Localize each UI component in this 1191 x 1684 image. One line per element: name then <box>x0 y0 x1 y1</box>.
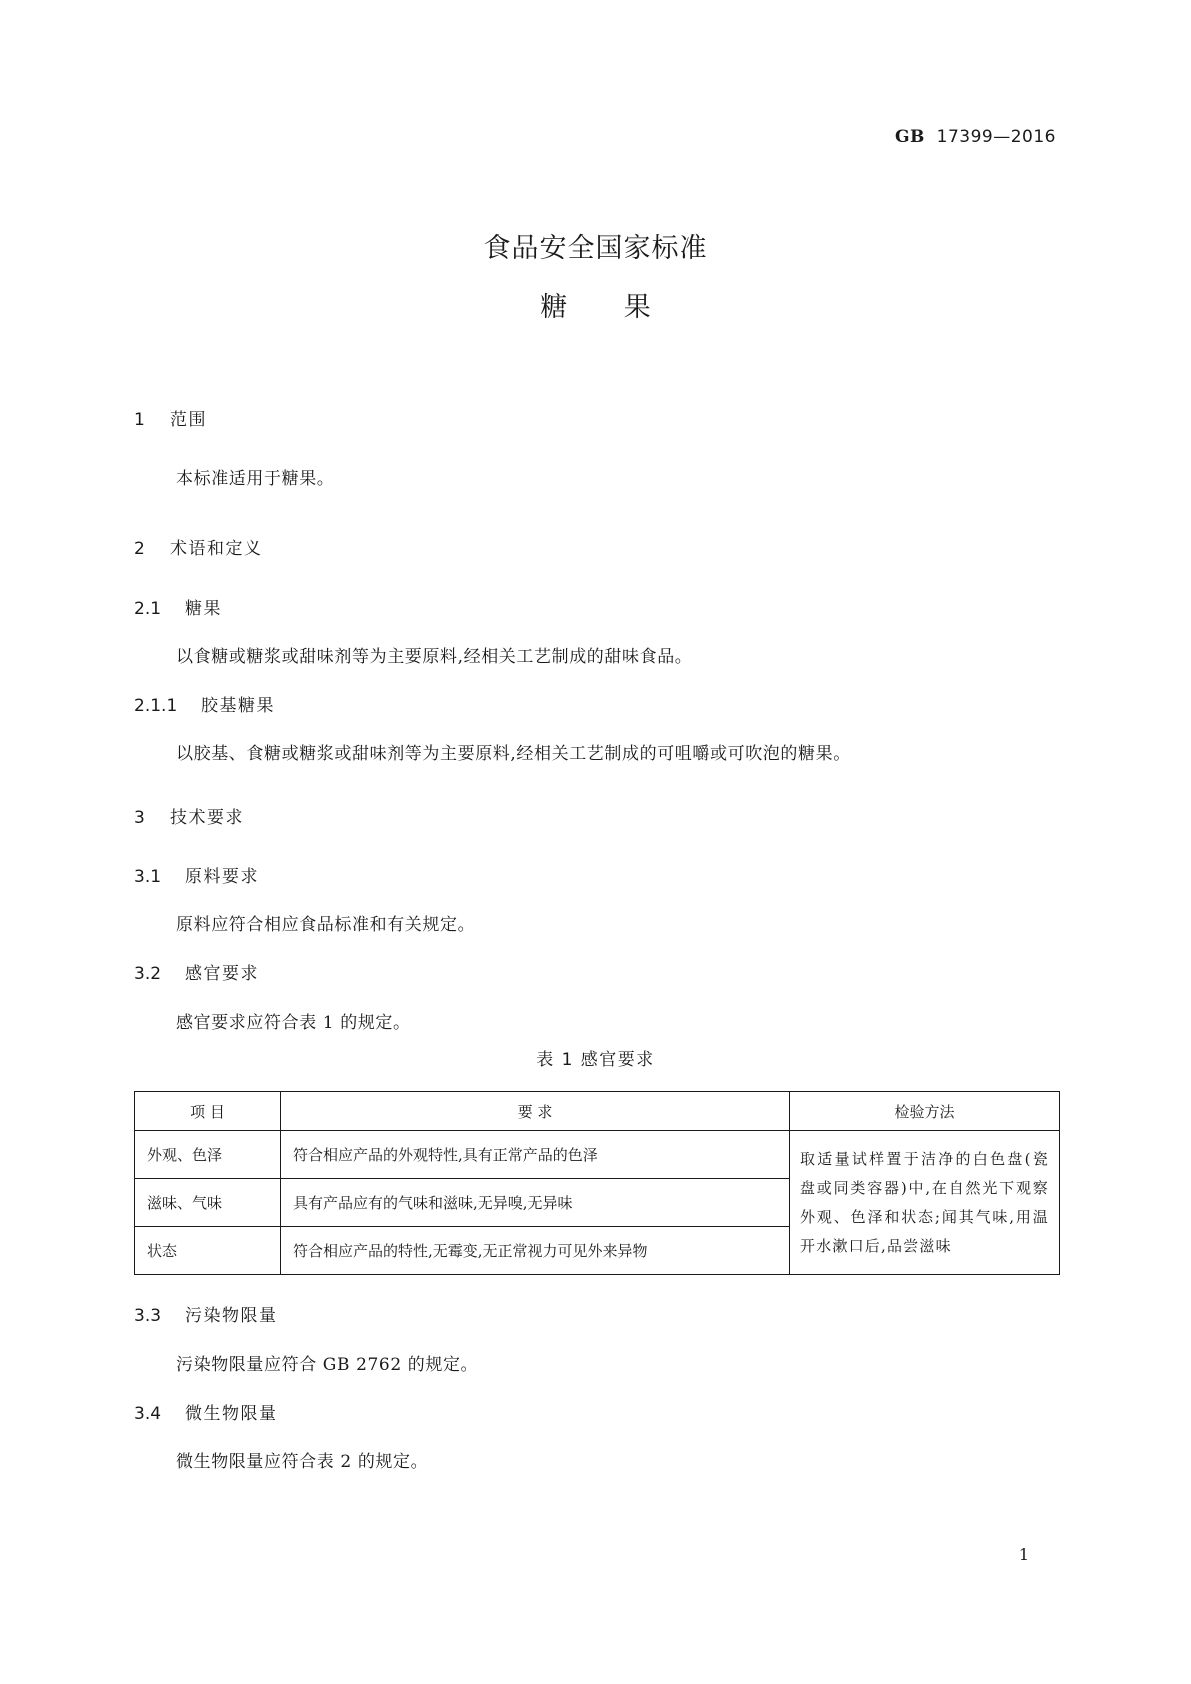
section-number: 2.1.1 <box>134 696 178 716</box>
row-item: 外观、色泽 <box>135 1131 281 1179</box>
section-title: 微生物限量 <box>185 1404 278 1424</box>
standard-prefix: GB <box>894 127 925 147</box>
section-3-1-heading <box>134 862 259 887</box>
section-number: 2.1 <box>134 599 162 619</box>
document-subtitle: 糖 果 <box>540 292 675 323</box>
row-requirement: 符合相应产品的外观特性,具有正常产品的色泽 <box>281 1131 790 1179</box>
row-requirement: 具有产品应有的气味和滋味,无异嗅,无异味 <box>281 1179 790 1227</box>
section-3-3-heading <box>134 1301 278 1326</box>
section-title: 范围 <box>170 410 207 430</box>
standard-number <box>895 127 1056 147</box>
standard-code: 17399—2016 <box>936 127 1056 147</box>
section-3-4-heading <box>134 1399 278 1424</box>
section-3-2-body: 感官要求应符合表 1 的规定。 <box>176 1013 411 1033</box>
section-number: 3 <box>134 808 145 828</box>
table-header-row <box>135 1092 1060 1131</box>
section-3-1-body: 原料应符合相应食品标准和有关规定。 <box>176 915 476 935</box>
section-title: 污染物限量 <box>185 1306 278 1326</box>
section-number: 3.2 <box>134 964 162 984</box>
section-title: 技术要求 <box>170 808 244 828</box>
section-title: 糖果 <box>185 599 222 619</box>
section-title: 感官要求 <box>185 964 259 984</box>
table-1-caption: 表 1 感官要求 <box>536 1050 655 1070</box>
section-2-1-1-body: 以胶基、食糖或糖浆或甜味剂等为主要原料,经相关工艺制成的可咀嚼或可吹泡的糖果。 <box>176 744 851 764</box>
section-1-heading <box>134 405 207 430</box>
row-item: 状态 <box>135 1227 281 1275</box>
page-number: 1 <box>1018 1545 1029 1564</box>
section-3-4-body: 微生物限量应符合表 2 的规定。 <box>176 1452 429 1472</box>
sensory-requirements-table <box>134 1091 1060 1275</box>
section-2-heading <box>134 534 263 559</box>
column-header-requirement: 要 求 <box>281 1092 790 1131</box>
section-title: 胶基糖果 <box>201 696 275 716</box>
row-item: 滋味、气味 <box>135 1179 281 1227</box>
section-3-3-body: 污染物限量应符合 GB 2762 的规定。 <box>176 1355 479 1375</box>
section-number: 3.1 <box>134 867 162 887</box>
column-header-method: 检验方法 <box>790 1092 1060 1131</box>
column-header-item: 项 目 <box>135 1092 281 1131</box>
section-title: 术语和定义 <box>170 539 263 559</box>
row-requirement: 符合相应产品的特性,无霉变,无正常视力可见外来异物 <box>281 1227 790 1275</box>
section-3-2-heading <box>134 959 259 984</box>
document-title: 食品安全国家标准 <box>483 233 708 264</box>
section-2-1-body: 以食糖或糖浆或甜味剂等为主要原料,经相关工艺制成的甜味食品。 <box>176 647 693 667</box>
section-number: 1 <box>134 410 145 430</box>
section-2-1-heading <box>134 594 222 619</box>
section-number: 2 <box>134 539 145 559</box>
test-method: 取适量试样置于洁净的白色盘(瓷盘或同类容器)中,在自然光下观察外观、色泽和状态;闻其气味,用温开水漱口后,品尝滋味 <box>790 1131 1060 1275</box>
section-number: 3.4 <box>134 1404 162 1424</box>
section-title: 原料要求 <box>185 867 259 887</box>
section-2-1-1-heading <box>134 691 275 716</box>
section-1-body: 本标准适用于糖果。 <box>176 469 335 489</box>
section-number: 3.3 <box>134 1306 162 1326</box>
table-row <box>135 1131 1060 1179</box>
section-3-heading <box>134 803 244 828</box>
